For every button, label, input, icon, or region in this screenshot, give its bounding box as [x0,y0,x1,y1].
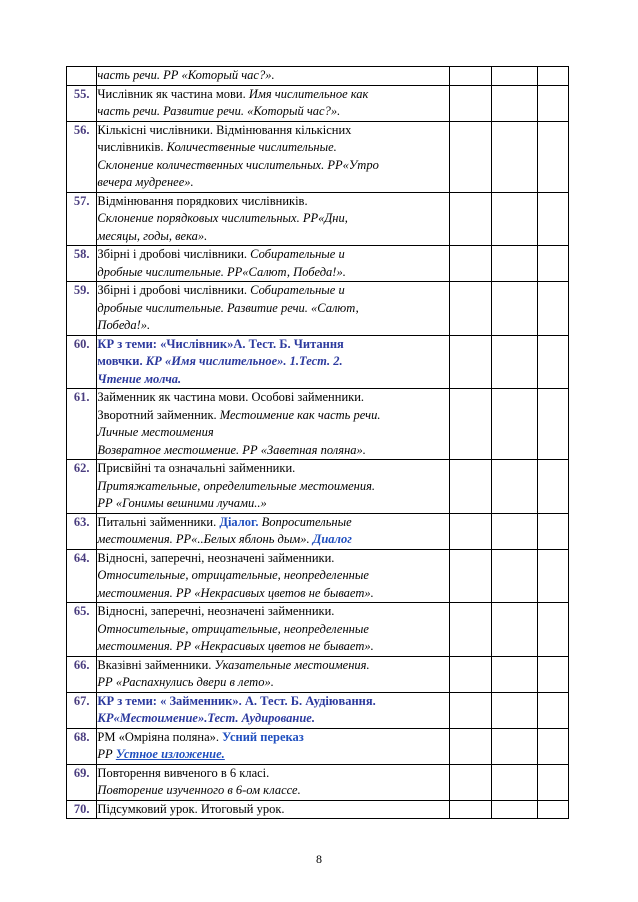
table-row [67,692,569,728]
row-number: 68. [67,728,97,764]
topic-text-ru: Имя числительное как [248,86,369,101]
row-number: 56. [67,121,97,192]
topic-line: Відносні, заперечні, неозначені займенники. [97,550,335,565]
topic-line [97,139,449,157]
topic-line: Підсумковий урок. Итоговый урок. [97,801,285,816]
row-number: 55. [67,85,97,121]
topic-line [97,86,449,104]
empty-cell [491,656,537,692]
empty-cell [537,335,568,389]
empty-cell [537,800,568,819]
empty-cell [491,121,537,192]
retelling-highlight: Усний переказ [222,729,304,744]
lesson-topic [97,282,450,336]
topic-line [97,246,449,264]
topic-text-ru: КР «Имя числительное». 1.Тест. 2. [145,354,343,368]
topic-line: Відносні, заперечні, неозначені займенники. [97,604,335,618]
lesson-topic [97,121,450,192]
empty-cell [537,460,568,514]
topic-text-ua: Збірні і дробові числівники. [97,247,251,261]
empty-cell [450,121,492,192]
topic-line: дробные числительные. Развитие речи. «Салют, [97,300,359,315]
topic-line: часть речи. РР «Который час?». [97,68,275,82]
table-row [67,246,569,282]
topic-line [97,657,449,675]
lesson-topic [97,549,450,603]
empty-cell [450,192,492,246]
lesson-topic [97,603,450,657]
topic-line: КР з теми: « Займенник». А. Тест. Б. Аудіювання. [97,693,376,708]
topic-line: вечера мудренее». [97,175,194,189]
lesson-topic [97,67,450,86]
topic-text-ua: Питальні займенники. [97,514,220,529]
empty-cell [537,603,568,657]
empty-cell [491,692,537,728]
empty-cell [450,246,492,282]
row-number: 66. [67,656,97,692]
topic-text-ua: Числівник як частина мови. [97,86,249,101]
lesson-topic [97,764,450,800]
lesson-topic [97,460,450,514]
topic-line: Чтение молча. [97,371,182,386]
topic-line: Займенник як частина мови. Особові займенники. [97,390,365,404]
empty-cell [450,389,492,460]
empty-cell [491,800,537,819]
empty-cell [537,121,568,192]
empty-cell [491,728,537,764]
topic-line: Личные местоимения [97,425,214,439]
empty-cell [491,335,537,389]
row-number [67,67,97,86]
topic-line: Склонение порядковых числительных. РР«Дни, [97,211,348,225]
topic-line: Присвійні та означальні займенники. [97,461,296,475]
dialog-highlight: Діалог. [219,514,259,529]
table-row [67,389,569,460]
table-row [67,335,569,389]
empty-cell [491,603,537,657]
table-row [67,764,569,800]
topic-text-ru: Количественные числительные. [166,140,337,154]
topic-text-ru: Указательные местоимения. [214,657,370,672]
topic-text-ua: мовчки. [97,354,146,368]
empty-cell [537,728,568,764]
topic-line [97,746,449,764]
empty-cell [450,800,492,819]
topic-text-ru: Местоимение как часть речи. [219,407,381,422]
empty-cell [450,282,492,336]
topic-text-ua: Збірні і дробові числівники. [97,283,251,297]
row-number: 61. [67,389,97,460]
empty-cell [537,85,568,121]
topic-line [97,407,449,425]
table-row [67,67,569,86]
topic-line: Притяжательные, определительные местоимения. [97,478,376,493]
lesson-topic [97,85,450,121]
empty-cell [491,282,537,336]
empty-cell [491,192,537,246]
empty-cell [450,692,492,728]
lesson-topic [97,246,450,282]
topic-line [97,531,449,549]
topic-line: дробные числительные. РР«Салют, Победа!». [97,264,346,279]
topic-text-ua: РМ «Омріяна поляна». [97,729,223,744]
topic-text-ru: РР [97,747,116,761]
empty-cell [450,460,492,514]
row-number: 58. [67,246,97,282]
page-number: 8 [316,852,322,866]
empty-cell [491,246,537,282]
dialog-highlight: Диалог [312,532,352,546]
empty-cell [450,656,492,692]
retelling-highlight: Устное изложение. [115,747,225,761]
topic-text-ru: Собирательные и [250,283,345,297]
lesson-topic [97,513,450,549]
empty-cell [450,764,492,800]
topic-line: Относительные, отрицательные, неопределенные [97,568,369,582]
empty-cell [491,67,537,86]
empty-cell [450,549,492,603]
topic-line: РР «Гонимы вешними лучами..» [97,496,267,510]
row-number: 59. [67,282,97,336]
topic-line: часть речи. Развитие речи. «Который час?». [97,104,341,118]
topic-text-ru: местоимения. РР«..Белых яблонь дым». [97,532,313,546]
topic-line: местоимения. РР «Некрасивых цветов не бывает». [97,585,374,600]
topic-line: месяцы, годы, века». [97,228,208,243]
empty-cell [537,389,568,460]
empty-cell [450,335,492,389]
topic-text-ua: Вказівні займенники. [97,657,215,672]
table-row [67,728,569,764]
empty-cell [537,692,568,728]
table-row [67,656,569,692]
table-row [67,85,569,121]
topic-text-ua: Зворотний займенник. [97,407,220,422]
table-row [67,282,569,336]
empty-cell [537,282,568,336]
topic-line: РР «Распахнулись двери в лето». [97,675,274,689]
topic-line [97,514,449,532]
topic-line: местоимения. РР «Некрасивых цветов не бывает». [97,639,374,653]
topic-text-ru: Собирательные и [250,247,345,261]
topic-line: Возвратное местоимение. РР «Заветная поляна». [97,442,366,457]
lesson-plan-table [66,66,569,819]
lesson-topic [97,692,450,728]
empty-cell [450,513,492,549]
empty-cell [450,603,492,657]
table-row [67,603,569,657]
lesson-topic [97,800,450,819]
row-number: 64. [67,549,97,603]
topic-line: Кількісні числівники. Відмінювання кількісних [97,122,352,137]
topic-line: Відмінювання порядкових числівників. [97,193,308,208]
topic-line [97,282,449,300]
row-number: 67. [67,692,97,728]
table-row [67,800,569,819]
table-row [67,513,569,549]
empty-cell [491,549,537,603]
empty-cell [537,192,568,246]
empty-cell [491,85,537,121]
row-number: 63. [67,513,97,549]
lesson-topic [97,728,450,764]
empty-cell [537,246,568,282]
empty-cell [450,85,492,121]
topic-line [97,353,449,371]
topic-line: Повторення вивченого в 6 класі. [97,765,270,780]
empty-cell [537,67,568,86]
row-number: 70. [67,800,97,819]
topic-line: Повторение изученного в 6-ом классе. [97,783,301,797]
lesson-topic [97,335,450,389]
empty-cell [491,460,537,514]
table-row [67,121,569,192]
row-number: 60. [67,335,97,389]
empty-cell [537,764,568,800]
row-number: 69. [67,764,97,800]
table-row [67,549,569,603]
empty-cell [537,513,568,549]
lesson-topic [97,389,450,460]
row-number: 62. [67,460,97,514]
table-row [67,460,569,514]
topic-text-ru: Вопросительные [258,514,352,529]
row-number: 65. [67,603,97,657]
topic-line: КР«Местоимение».Тест. Аудирование. [97,711,315,725]
topic-text-ua: числівників. [97,140,167,154]
topic-line: КР з теми: «Числівник»А. Тест. Б. Читання [97,336,344,351]
empty-cell [491,389,537,460]
topic-line: Относительные, отрицательные, неопределенные [97,621,369,636]
topic-line: Победа!». [97,318,151,332]
empty-cell [450,67,492,86]
empty-cell [450,728,492,764]
row-number: 57. [67,192,97,246]
topic-line: Склонение количественных числительных. РР«Утро [97,157,379,172]
empty-cell [537,656,568,692]
lesson-topic [97,192,450,246]
topic-line [97,729,449,747]
empty-cell [537,549,568,603]
empty-cell [491,764,537,800]
empty-cell [491,513,537,549]
lesson-topic [97,656,450,692]
table-row [67,192,569,246]
